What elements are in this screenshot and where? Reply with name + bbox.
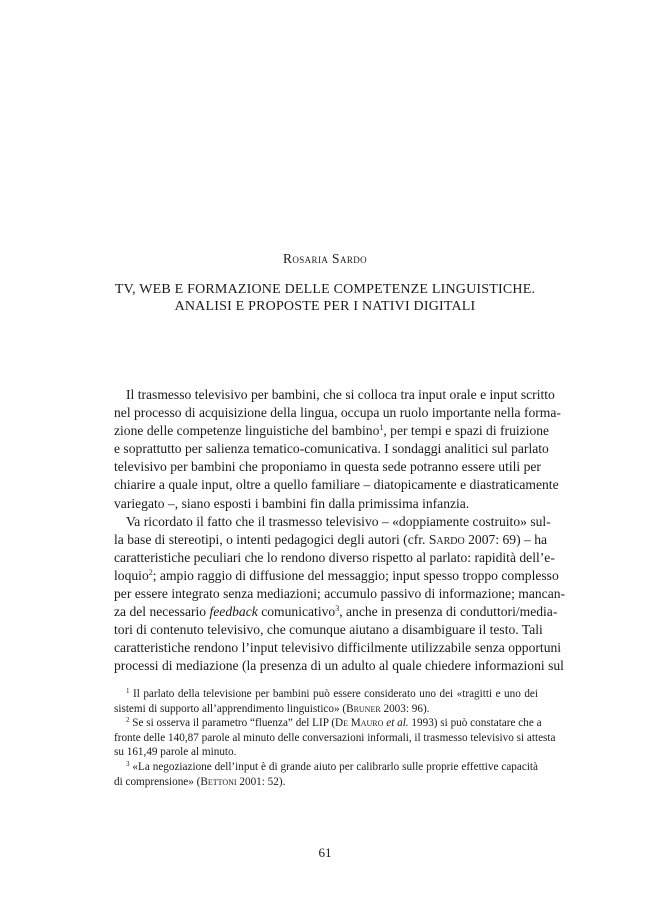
body-text: [114, 386, 566, 676]
text-line: Il trasmesso televisivo per bambini, che si colloca tra input orale e input scritto: [126, 387, 555, 402]
author-name: Rosaria Sardo: [282, 251, 368, 266]
text-line: za del necessario feedback comunicativo$^3$, anche in presenza di conduttori/media-: [114, 604, 558, 620]
footnote-line: fronte delle 140,87 parole al minuto delle conversazioni informali, il trasmesso televisivo si attesta: [114, 731, 556, 744]
footnote-line: $^2$ Se si osserva il parametro “fluenza” del LIP (De Mauro et al. 1993) si può constatare che a: [126, 716, 542, 730]
text-line: per essere integrato senza mediazioni; accumulo passivo di informazione; mancan-: [114, 586, 566, 602]
text-line: loquio$^2$; ampio raggio di diffusione del messaggio; input spesso troppo complesso: [114, 567, 559, 583]
text-line: chiarire a quale input, oltre a quello familiare – diatopicamente e diastraticamente: [114, 477, 559, 493]
page-number: 61: [318, 845, 332, 860]
footnote-ref: 1: [379, 423, 384, 433]
footnote-ref: 3: [335, 604, 340, 614]
text-line: tori di contenuto televisivo, che comunque aiutano a disambiguare il testo. Tali: [114, 622, 543, 638]
footnote-line: $^1$ Il parlato della televisione per bambini può essere considerato uno dei «tragitti e uno dei: [126, 687, 538, 700]
footnote-1: [114, 687, 538, 716]
text-line: televisivo per bambini che proponiamo in questa sede potranno essere utili per: [114, 459, 541, 475]
text-line: nel processo di acquisizione della lingua, occupa un ruolo importante nella forma-: [114, 405, 561, 421]
text-line: caratteristiche rendono l’input televisivo difficilmente utilizzabile senza opportuni: [114, 640, 562, 656]
italic-term: feedback: [209, 604, 258, 620]
text-line: Va ricordato il fatto che il trasmesso televisivo – «doppiamente costruito» sul-: [126, 513, 551, 529]
footnote-line: $^3$ «La negoziazione dell’input è di grande aiuto per calibrarlo sulle proprie effettive capacità: [126, 759, 539, 773]
article-title: [60, 281, 590, 315]
paragraph-1: [114, 386, 561, 513]
footnotes: [114, 687, 556, 789]
citation-author: Sardo: [428, 531, 465, 547]
footnote-ref: 2: [148, 567, 153, 577]
footnote-line: su 161,49 parole al minuto.: [114, 746, 237, 759]
text-line: zione delle competenze linguistiche del bambino$^1$, per tempi e spazi di fruizione: [114, 423, 550, 439]
footnote-3: [114, 760, 538, 789]
text-line: caratteristiche peculiari che lo rendono diverso rispetto al parlato: rapidità dell’e-: [114, 549, 555, 565]
text-line: processi di mediazione (la presenza di un adulto al quale chiedere informazioni sul: [114, 658, 564, 674]
footnote-2: [114, 716, 556, 760]
text-line: variegato –, siano esposti i bambini fin dalla primissima infanzia.: [114, 495, 470, 511]
title-line-1: TV, WEB E FORMAZIONE DELLE COMPETENZE LINGUISTICHE.: [114, 282, 536, 297]
title-line-2: ANALISI E PROPOSTE PER I NATIVI DIGITALI: [174, 299, 476, 314]
text-line: e soprattutto per salienza tematico-comunicativa. I sondaggi analitici sul parlato: [114, 441, 549, 457]
footnote-line: sistemi di supporto all’apprendimento linguistico» (Bruner 2003: 96).: [114, 702, 430, 715]
text-line: la base di stereotipi, o intenti pedagogici degli autori (cfr. Sardo 2007: 69) – ha: [114, 531, 548, 547]
paragraph-2: [114, 513, 566, 676]
footnote-line: di comprensione» (Bettoni 2001: 52).: [114, 775, 286, 788]
